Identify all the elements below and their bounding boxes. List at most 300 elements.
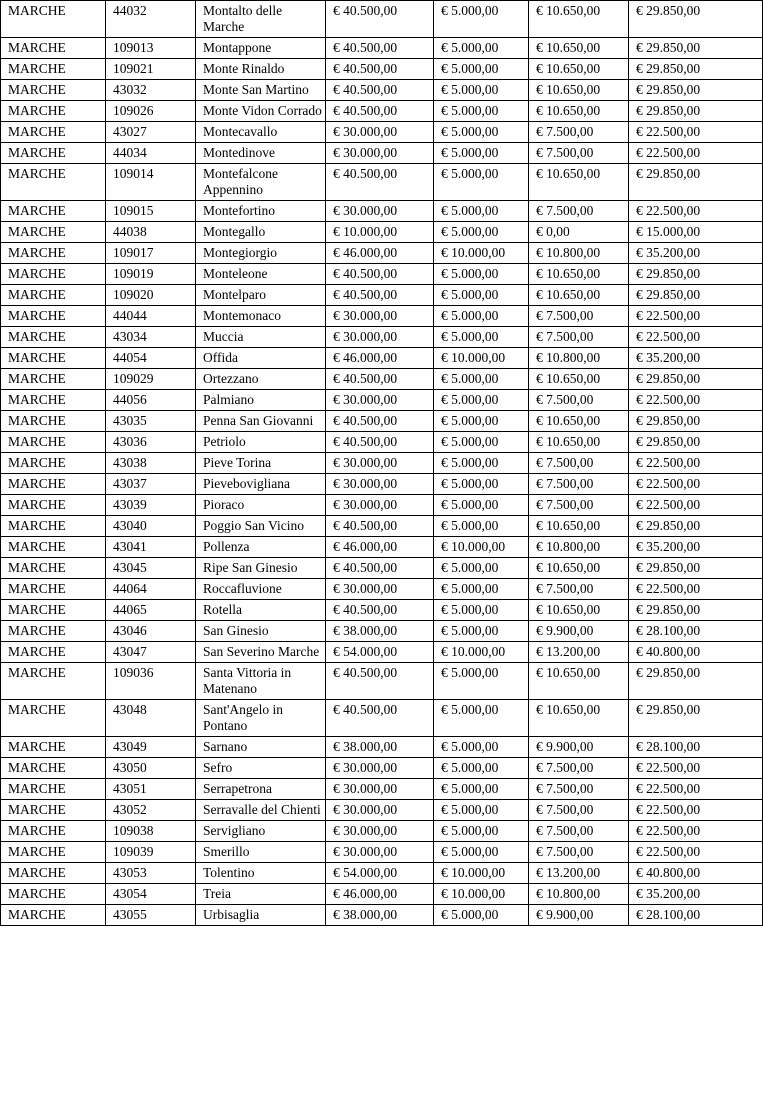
municipality-cell: Roccafluvione xyxy=(196,579,326,600)
amount-total-cell: € 40.500,00 xyxy=(326,38,434,59)
municipality-cell: Servigliano xyxy=(196,821,326,842)
municipality-cell: Tolentino xyxy=(196,863,326,884)
amount-b-cell: € 7.500,00 xyxy=(529,495,629,516)
amount-b-cell: € 10.650,00 xyxy=(529,264,629,285)
amount-b-cell: € 7.500,00 xyxy=(529,821,629,842)
code-cell: 43054 xyxy=(106,884,196,905)
amount-a-cell: € 5.000,00 xyxy=(434,842,529,863)
region-cell: MARCHE xyxy=(1,663,106,700)
amount-a-cell: € 5.000,00 xyxy=(434,621,529,642)
amount-c-cell: € 29.850,00 xyxy=(629,369,763,390)
amount-a-cell: € 5.000,00 xyxy=(434,306,529,327)
amount-c-cell: € 29.850,00 xyxy=(629,1,763,38)
municipality-cell: Santa Vittoria in Matenano xyxy=(196,663,326,700)
region-cell: MARCHE xyxy=(1,905,106,926)
amount-c-cell: € 35.200,00 xyxy=(629,243,763,264)
table-row xyxy=(1,579,763,600)
amount-total-cell: € 38.000,00 xyxy=(326,905,434,926)
municipality-cell: Rotella xyxy=(196,600,326,621)
table-row xyxy=(1,59,763,80)
municipality-cell: Urbisaglia xyxy=(196,905,326,926)
amount-b-cell: € 13.200,00 xyxy=(529,863,629,884)
table-row xyxy=(1,369,763,390)
code-cell: 109039 xyxy=(106,842,196,863)
municipality-cell: Monte Vidon Corrado xyxy=(196,101,326,122)
region-cell: MARCHE xyxy=(1,758,106,779)
code-cell: 44032 xyxy=(106,1,196,38)
amount-b-cell: € 7.500,00 xyxy=(529,306,629,327)
amount-c-cell: € 35.200,00 xyxy=(629,348,763,369)
amount-c-cell: € 22.500,00 xyxy=(629,201,763,222)
amount-c-cell: € 22.500,00 xyxy=(629,495,763,516)
code-cell: 43035 xyxy=(106,411,196,432)
amount-c-cell: € 29.850,00 xyxy=(629,264,763,285)
code-cell: 43049 xyxy=(106,737,196,758)
code-cell: 43040 xyxy=(106,516,196,537)
region-cell: MARCHE xyxy=(1,1,106,38)
code-cell: 109020 xyxy=(106,285,196,306)
municipality-cell: Sefro xyxy=(196,758,326,779)
municipality-cell: Montegiorgio xyxy=(196,243,326,264)
region-cell: MARCHE xyxy=(1,285,106,306)
table-row xyxy=(1,432,763,453)
amount-total-cell: € 40.500,00 xyxy=(326,432,434,453)
code-cell: 44056 xyxy=(106,390,196,411)
amount-c-cell: € 29.850,00 xyxy=(629,411,763,432)
amount-total-cell: € 30.000,00 xyxy=(326,779,434,800)
amount-a-cell: € 5.000,00 xyxy=(434,327,529,348)
amount-total-cell: € 30.000,00 xyxy=(326,143,434,164)
municipality-cell: Poggio San Vicino xyxy=(196,516,326,537)
amount-a-cell: € 5.000,00 xyxy=(434,222,529,243)
region-cell: MARCHE xyxy=(1,700,106,737)
region-cell: MARCHE xyxy=(1,327,106,348)
code-cell: 109026 xyxy=(106,101,196,122)
table-row xyxy=(1,222,763,243)
amount-total-cell: € 46.000,00 xyxy=(326,243,434,264)
code-cell: 44034 xyxy=(106,143,196,164)
amount-total-cell: € 30.000,00 xyxy=(326,579,434,600)
municipality-cell: Serrapetrona xyxy=(196,779,326,800)
region-cell: MARCHE xyxy=(1,222,106,243)
municipality-cell: Monte San Martino xyxy=(196,80,326,101)
region-cell: MARCHE xyxy=(1,779,106,800)
municipality-cell: Muccia xyxy=(196,327,326,348)
amount-a-cell: € 5.000,00 xyxy=(434,80,529,101)
region-cell: MARCHE xyxy=(1,453,106,474)
amount-c-cell: € 29.850,00 xyxy=(629,38,763,59)
amount-c-cell: € 29.850,00 xyxy=(629,432,763,453)
municipality-cell: Monteleone xyxy=(196,264,326,285)
table-row xyxy=(1,327,763,348)
code-cell: 109013 xyxy=(106,38,196,59)
amount-a-cell: € 5.000,00 xyxy=(434,101,529,122)
municipality-cell: Montecavallo xyxy=(196,122,326,143)
amount-c-cell: € 22.500,00 xyxy=(629,579,763,600)
amount-total-cell: € 46.000,00 xyxy=(326,348,434,369)
region-cell: MARCHE xyxy=(1,558,106,579)
municipality-cell: Palmiano xyxy=(196,390,326,411)
region-cell: MARCHE xyxy=(1,474,106,495)
amount-b-cell: € 10.800,00 xyxy=(529,243,629,264)
amount-b-cell: € 10.650,00 xyxy=(529,558,629,579)
amount-b-cell: € 10.650,00 xyxy=(529,101,629,122)
amount-a-cell: € 5.000,00 xyxy=(434,1,529,38)
amount-b-cell: € 7.500,00 xyxy=(529,390,629,411)
municipality-cell: Serravalle del Chienti xyxy=(196,800,326,821)
amount-c-cell: € 22.500,00 xyxy=(629,800,763,821)
table-row xyxy=(1,306,763,327)
code-cell: 43027 xyxy=(106,122,196,143)
amount-a-cell: € 5.000,00 xyxy=(434,737,529,758)
table-row xyxy=(1,621,763,642)
amount-total-cell: € 30.000,00 xyxy=(326,327,434,348)
amount-c-cell: € 28.100,00 xyxy=(629,737,763,758)
region-cell: MARCHE xyxy=(1,411,106,432)
municipality-cell: Montelparo xyxy=(196,285,326,306)
table-row xyxy=(1,264,763,285)
code-cell: 109014 xyxy=(106,164,196,201)
municipality-cell: Sarnano xyxy=(196,737,326,758)
amount-a-cell: € 10.000,00 xyxy=(434,884,529,905)
municipality-cell: Montalto delle Marche xyxy=(196,1,326,38)
table-row xyxy=(1,495,763,516)
region-cell: MARCHE xyxy=(1,243,106,264)
region-cell: MARCHE xyxy=(1,516,106,537)
amount-a-cell: € 5.000,00 xyxy=(434,516,529,537)
code-cell: 43038 xyxy=(106,453,196,474)
amount-b-cell: € 10.650,00 xyxy=(529,59,629,80)
region-cell: MARCHE xyxy=(1,59,106,80)
amount-a-cell: € 5.000,00 xyxy=(434,579,529,600)
table-row xyxy=(1,38,763,59)
amount-b-cell: € 10.650,00 xyxy=(529,285,629,306)
amount-a-cell: € 5.000,00 xyxy=(434,38,529,59)
amount-c-cell: € 22.500,00 xyxy=(629,842,763,863)
amount-c-cell: € 22.500,00 xyxy=(629,474,763,495)
amount-b-cell: € 10.650,00 xyxy=(529,80,629,101)
code-cell: 109021 xyxy=(106,59,196,80)
amount-c-cell: € 40.800,00 xyxy=(629,642,763,663)
code-cell: 43052 xyxy=(106,800,196,821)
code-cell: 43045 xyxy=(106,558,196,579)
municipality-cell: Treia xyxy=(196,884,326,905)
code-cell: 109019 xyxy=(106,264,196,285)
amount-a-cell: € 5.000,00 xyxy=(434,474,529,495)
amount-total-cell: € 30.000,00 xyxy=(326,842,434,863)
amount-c-cell: € 29.850,00 xyxy=(629,700,763,737)
amount-a-cell: € 5.000,00 xyxy=(434,264,529,285)
amount-b-cell: € 7.500,00 xyxy=(529,474,629,495)
amount-a-cell: € 5.000,00 xyxy=(434,122,529,143)
table-row xyxy=(1,101,763,122)
region-cell: MARCHE xyxy=(1,737,106,758)
amount-c-cell: € 22.500,00 xyxy=(629,306,763,327)
table-row xyxy=(1,642,763,663)
amount-b-cell: € 9.900,00 xyxy=(529,737,629,758)
amount-b-cell: € 10.650,00 xyxy=(529,1,629,38)
region-cell: MARCHE xyxy=(1,537,106,558)
region-cell: MARCHE xyxy=(1,264,106,285)
amount-total-cell: € 10.000,00 xyxy=(326,222,434,243)
code-cell: 44065 xyxy=(106,600,196,621)
region-cell: MARCHE xyxy=(1,642,106,663)
amount-c-cell: € 22.500,00 xyxy=(629,327,763,348)
amount-a-cell: € 5.000,00 xyxy=(434,800,529,821)
amount-b-cell: € 7.500,00 xyxy=(529,842,629,863)
amount-a-cell: € 5.000,00 xyxy=(434,821,529,842)
municipality-cell: Monte Rinaldo xyxy=(196,59,326,80)
amount-c-cell: € 29.850,00 xyxy=(629,164,763,201)
region-cell: MARCHE xyxy=(1,821,106,842)
amount-total-cell: € 30.000,00 xyxy=(326,474,434,495)
amount-total-cell: € 30.000,00 xyxy=(326,306,434,327)
table-row xyxy=(1,800,763,821)
amount-c-cell: € 22.500,00 xyxy=(629,143,763,164)
amount-c-cell: € 22.500,00 xyxy=(629,122,763,143)
table-row xyxy=(1,243,763,264)
amount-c-cell: € 22.500,00 xyxy=(629,758,763,779)
region-cell: MARCHE xyxy=(1,38,106,59)
amount-a-cell: € 5.000,00 xyxy=(434,143,529,164)
amount-total-cell: € 30.000,00 xyxy=(326,201,434,222)
amount-a-cell: € 5.000,00 xyxy=(434,758,529,779)
amount-a-cell: € 10.000,00 xyxy=(434,348,529,369)
code-cell: 43032 xyxy=(106,80,196,101)
amount-c-cell: € 22.500,00 xyxy=(629,821,763,842)
amount-a-cell: € 10.000,00 xyxy=(434,243,529,264)
amount-total-cell: € 40.500,00 xyxy=(326,369,434,390)
municipality-cell: Ortezzano xyxy=(196,369,326,390)
amount-total-cell: € 40.500,00 xyxy=(326,663,434,700)
amount-b-cell: € 10.650,00 xyxy=(529,164,629,201)
amount-b-cell: € 7.500,00 xyxy=(529,758,629,779)
amount-total-cell: € 46.000,00 xyxy=(326,884,434,905)
municipality-cell: San Ginesio xyxy=(196,621,326,642)
amount-total-cell: € 30.000,00 xyxy=(326,800,434,821)
amount-total-cell: € 38.000,00 xyxy=(326,621,434,642)
table-row xyxy=(1,537,763,558)
amount-b-cell: € 10.650,00 xyxy=(529,516,629,537)
code-cell: 43047 xyxy=(106,642,196,663)
municipality-cell: Montedinove xyxy=(196,143,326,164)
amount-total-cell: € 40.500,00 xyxy=(326,600,434,621)
amount-c-cell: € 29.850,00 xyxy=(629,285,763,306)
amount-a-cell: € 5.000,00 xyxy=(434,779,529,800)
code-cell: 43037 xyxy=(106,474,196,495)
amount-total-cell: € 40.500,00 xyxy=(326,516,434,537)
municipality-cell: Montefalcone Appennino xyxy=(196,164,326,201)
amount-b-cell: € 10.800,00 xyxy=(529,348,629,369)
amount-c-cell: € 29.850,00 xyxy=(629,59,763,80)
table-row xyxy=(1,863,763,884)
amount-a-cell: € 5.000,00 xyxy=(434,700,529,737)
code-cell: 43036 xyxy=(106,432,196,453)
amount-c-cell: € 40.800,00 xyxy=(629,863,763,884)
region-cell: MARCHE xyxy=(1,579,106,600)
table-row xyxy=(1,758,763,779)
municipality-cell: Montegallo xyxy=(196,222,326,243)
amount-b-cell: € 7.500,00 xyxy=(529,201,629,222)
region-cell: MARCHE xyxy=(1,600,106,621)
table-row xyxy=(1,663,763,700)
amount-a-cell: € 5.000,00 xyxy=(434,390,529,411)
municipality-cell: Montappone xyxy=(196,38,326,59)
amount-a-cell: € 5.000,00 xyxy=(434,558,529,579)
code-cell: 44038 xyxy=(106,222,196,243)
code-cell: 43046 xyxy=(106,621,196,642)
amount-a-cell: € 5.000,00 xyxy=(434,495,529,516)
code-cell: 43053 xyxy=(106,863,196,884)
code-cell: 44054 xyxy=(106,348,196,369)
table-row xyxy=(1,80,763,101)
amount-total-cell: € 40.500,00 xyxy=(326,700,434,737)
region-cell: MARCHE xyxy=(1,369,106,390)
table-row xyxy=(1,285,763,306)
code-cell: 43041 xyxy=(106,537,196,558)
region-cell: MARCHE xyxy=(1,863,106,884)
table-row xyxy=(1,453,763,474)
table-row xyxy=(1,143,763,164)
code-cell: 109038 xyxy=(106,821,196,842)
code-cell: 109015 xyxy=(106,201,196,222)
amount-c-cell: € 22.500,00 xyxy=(629,390,763,411)
code-cell: 109036 xyxy=(106,663,196,700)
municipality-cell: San Severino Marche xyxy=(196,642,326,663)
table-row xyxy=(1,779,763,800)
table-row xyxy=(1,905,763,926)
amount-b-cell: € 10.800,00 xyxy=(529,884,629,905)
amount-b-cell: € 7.500,00 xyxy=(529,779,629,800)
municipality-cell: Montefortino xyxy=(196,201,326,222)
table-row xyxy=(1,516,763,537)
amount-c-cell: € 29.850,00 xyxy=(629,80,763,101)
region-cell: MARCHE xyxy=(1,306,106,327)
amount-total-cell: € 40.500,00 xyxy=(326,59,434,80)
amount-b-cell: € 10.650,00 xyxy=(529,369,629,390)
amount-total-cell: € 54.000,00 xyxy=(326,863,434,884)
amount-total-cell: € 30.000,00 xyxy=(326,122,434,143)
table-row xyxy=(1,821,763,842)
amount-c-cell: € 15.000,00 xyxy=(629,222,763,243)
table-row xyxy=(1,600,763,621)
amount-c-cell: € 22.500,00 xyxy=(629,453,763,474)
amount-b-cell: € 9.900,00 xyxy=(529,905,629,926)
table-body xyxy=(1,1,763,926)
amount-total-cell: € 30.000,00 xyxy=(326,453,434,474)
amount-total-cell: € 40.500,00 xyxy=(326,558,434,579)
municipality-cell: Penna San Giovanni xyxy=(196,411,326,432)
code-cell: 109017 xyxy=(106,243,196,264)
table-row xyxy=(1,122,763,143)
code-cell: 43051 xyxy=(106,779,196,800)
amount-b-cell: € 10.650,00 xyxy=(529,411,629,432)
amount-c-cell: € 35.200,00 xyxy=(629,884,763,905)
amount-a-cell: € 5.000,00 xyxy=(434,411,529,432)
municipality-cell: Petriolo xyxy=(196,432,326,453)
amount-c-cell: € 29.850,00 xyxy=(629,663,763,700)
amount-b-cell: € 7.500,00 xyxy=(529,800,629,821)
amount-b-cell: € 13.200,00 xyxy=(529,642,629,663)
amount-total-cell: € 30.000,00 xyxy=(326,390,434,411)
amount-total-cell: € 46.000,00 xyxy=(326,537,434,558)
amount-b-cell: € 10.650,00 xyxy=(529,432,629,453)
code-cell: 43048 xyxy=(106,700,196,737)
code-cell: 43034 xyxy=(106,327,196,348)
amount-total-cell: € 40.500,00 xyxy=(326,411,434,432)
amount-a-cell: € 5.000,00 xyxy=(434,432,529,453)
table-row xyxy=(1,700,763,737)
amount-a-cell: € 10.000,00 xyxy=(434,537,529,558)
amount-b-cell: € 7.500,00 xyxy=(529,327,629,348)
amount-c-cell: € 22.500,00 xyxy=(629,779,763,800)
municipality-cell: Sant'Angelo in Pontano xyxy=(196,700,326,737)
amount-total-cell: € 40.500,00 xyxy=(326,80,434,101)
amount-total-cell: € 40.500,00 xyxy=(326,101,434,122)
region-cell: MARCHE xyxy=(1,164,106,201)
amount-a-cell: € 5.000,00 xyxy=(434,600,529,621)
table-row xyxy=(1,558,763,579)
table-row xyxy=(1,737,763,758)
amount-total-cell: € 40.500,00 xyxy=(326,1,434,38)
table-row xyxy=(1,164,763,201)
amount-total-cell: € 30.000,00 xyxy=(326,821,434,842)
code-cell: 43039 xyxy=(106,495,196,516)
region-cell: MARCHE xyxy=(1,348,106,369)
table-row xyxy=(1,348,763,369)
table-row xyxy=(1,884,763,905)
amount-total-cell: € 40.500,00 xyxy=(326,285,434,306)
amount-a-cell: € 5.000,00 xyxy=(434,285,529,306)
table-row xyxy=(1,474,763,495)
code-cell: 109029 xyxy=(106,369,196,390)
region-cell: MARCHE xyxy=(1,390,106,411)
municipality-cell: Pollenza xyxy=(196,537,326,558)
amount-a-cell: € 5.000,00 xyxy=(434,905,529,926)
amount-b-cell: € 10.800,00 xyxy=(529,537,629,558)
amount-b-cell: € 0,00 xyxy=(529,222,629,243)
amount-a-cell: € 5.000,00 xyxy=(434,663,529,700)
municipality-cell: Pievebovigliana xyxy=(196,474,326,495)
region-cell: MARCHE xyxy=(1,432,106,453)
amount-b-cell: € 10.650,00 xyxy=(529,663,629,700)
municipality-cell: Ripe San Ginesio xyxy=(196,558,326,579)
amount-c-cell: € 28.100,00 xyxy=(629,621,763,642)
code-cell: 43050 xyxy=(106,758,196,779)
region-cell: MARCHE xyxy=(1,122,106,143)
amount-total-cell: € 30.000,00 xyxy=(326,495,434,516)
amount-total-cell: € 40.500,00 xyxy=(326,164,434,201)
amount-b-cell: € 7.500,00 xyxy=(529,143,629,164)
municipality-cell: Smerillo xyxy=(196,842,326,863)
municipality-cell: Pioraco xyxy=(196,495,326,516)
amount-a-cell: € 5.000,00 xyxy=(434,59,529,80)
amount-a-cell: € 5.000,00 xyxy=(434,369,529,390)
amount-b-cell: € 10.650,00 xyxy=(529,38,629,59)
region-cell: MARCHE xyxy=(1,143,106,164)
code-cell: 44044 xyxy=(106,306,196,327)
amount-c-cell: € 28.100,00 xyxy=(629,905,763,926)
amount-c-cell: € 29.850,00 xyxy=(629,101,763,122)
amount-total-cell: € 30.000,00 xyxy=(326,758,434,779)
amount-c-cell: € 35.200,00 xyxy=(629,537,763,558)
region-cell: MARCHE xyxy=(1,621,106,642)
amount-total-cell: € 38.000,00 xyxy=(326,737,434,758)
amount-a-cell: € 5.000,00 xyxy=(434,453,529,474)
amount-b-cell: € 10.650,00 xyxy=(529,600,629,621)
amount-total-cell: € 54.000,00 xyxy=(326,642,434,663)
amount-a-cell: € 10.000,00 xyxy=(434,642,529,663)
